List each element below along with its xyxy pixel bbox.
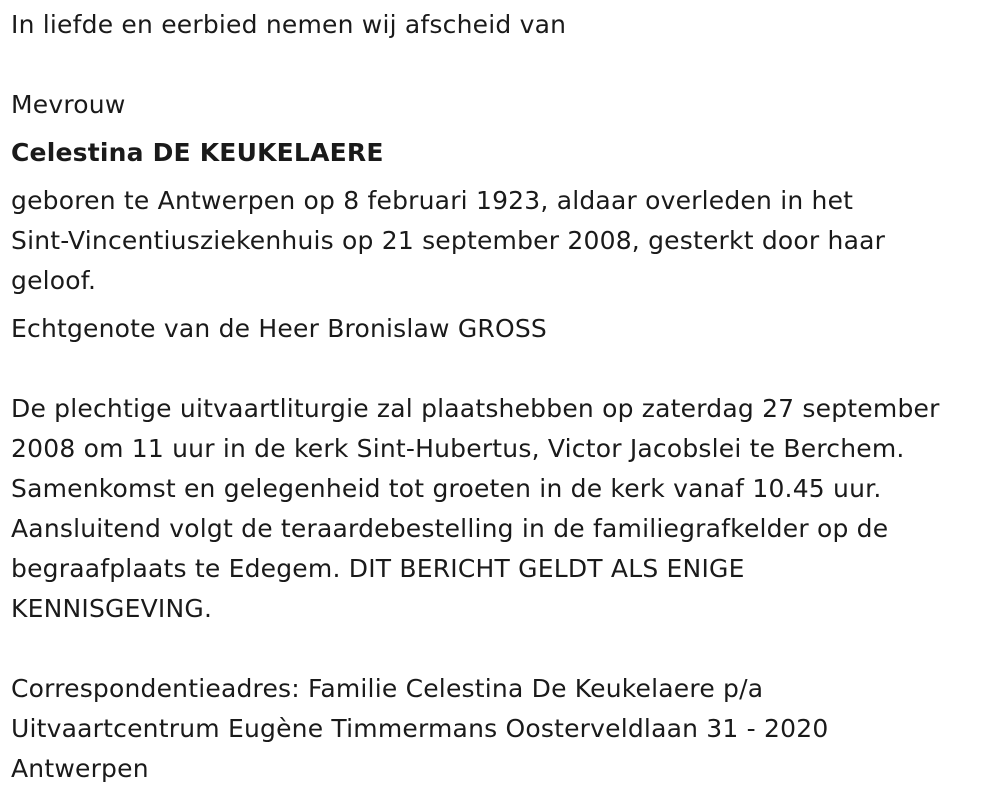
birth-line: geloof. — [11, 266, 97, 295]
spacer — [11, 45, 986, 85]
address-line: Antwerpen — [11, 754, 149, 783]
salutation: Mevrouw — [11, 90, 126, 119]
obituary-notice — [11, 5, 986, 789]
funeral-paragraph — [11, 389, 986, 629]
spouse-text: Echtgenote van de Heer Bronislaw GROSS — [11, 314, 548, 343]
funeral-line: Samenkomst en gelegenheid tot groeten in de kerk vanaf 10.45 uur. — [11, 474, 882, 503]
birth-death-paragraph — [11, 181, 986, 301]
funeral-line: 2008 om 11 uur in de kerk Sint-Hubertus, Victor Jacobslei te Berchem. — [11, 434, 905, 463]
funeral-line: Aansluitend volgt de teraardebestelling in de familiegrafkelder op de — [11, 514, 889, 543]
spacer — [11, 629, 986, 669]
intro-text: In liefde en eerbied nemen wij afscheid van — [11, 10, 567, 39]
correspondence-address — [11, 669, 986, 789]
birth-line: geboren te Antwerpen op 8 februari 1923, aldaar overleden in het — [11, 186, 854, 215]
address-line: Uitvaartcentrum Eugène Timmermans Oosterveldlaan 31 - 2020 — [11, 714, 829, 743]
funeral-line: begraafplaats te Edegem. DIT BERICHT GELDT ALS ENIGE — [11, 554, 745, 583]
address-line: Correspondentieadres: Familie Celestina De Keukelaere p/a — [11, 674, 764, 703]
birth-line: Sint-Vincentiusziekenhuis op 21 september 2008, gesterkt door haar — [11, 226, 886, 255]
funeral-line: De plechtige uitvaartliturgie zal plaatshebben op zaterdag 27 september — [11, 394, 940, 423]
funeral-line: KENNISGEVING. — [11, 594, 213, 623]
spacer — [11, 349, 986, 389]
deceased-name: Celestina DE KEUKELAERE — [11, 138, 384, 167]
